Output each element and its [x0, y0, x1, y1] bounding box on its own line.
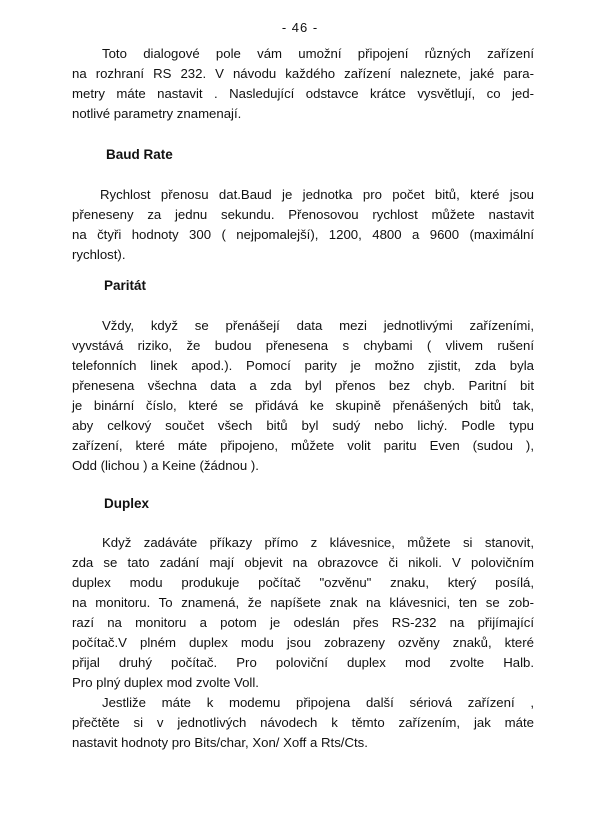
parity-line: Odd (lichou ) a Keine (žádnou ). — [72, 458, 259, 473]
page-number: - 46 - — [281, 20, 319, 35]
intro-paragraph — [72, 44, 534, 124]
parity-paragraph — [72, 316, 534, 476]
parity-line: zařízení, které máte připojeno, můžete volit paritu Even (sudou ), — [72, 438, 534, 453]
duplex-line: Pro plný duplex mod zvolte Voll. — [72, 675, 259, 690]
parity-line: aby celkový součet všech bitů byl sudý nebo lichý. Podle typu — [72, 418, 534, 433]
baud-rate-paragraph — [72, 185, 534, 265]
baud-line: Rychlost přenosu dat.Baud je jednotka pro počet bitů, které jsou — [100, 187, 534, 202]
baud-rate-heading: Baud Rate — [106, 147, 173, 162]
duplex-closing-line: Jestliže máte k modemu připojena další sériová zařízení , — [102, 695, 534, 710]
baud-line: rychlost). — [72, 247, 126, 262]
duplex-heading: Duplex — [104, 496, 150, 511]
duplex-line: zda se tato zadání mají objevit na obrazovce či nikoli. V polovičním — [72, 555, 534, 570]
duplex-line: razí na monitoru a potom je odeslán přes RS-232 na přijímající — [72, 615, 534, 630]
parity-heading: Paritát — [104, 278, 147, 293]
parity-line: přenesena všechna data a zda byl přenos bez chyb. Paritní bit — [72, 378, 534, 393]
duplex-line: Když zadáváte příkazy přímo z klávesnice, můžete si stanovit, — [102, 535, 534, 550]
duplex-line: duplex modu produkuje počítač "ozvěnu" znaku, který posílá, — [72, 575, 534, 590]
intro-line: na rozhraní RS 232. V návodu každého zařízení naleznete, jaké para- — [72, 66, 534, 81]
duplex-closing-line: nastavit hodnoty pro Bits/char, Xon/ Xoff a Rts/Cts. — [72, 735, 368, 750]
intro-line: Toto dialogové pole vám umožní připojení různých zařízení — [102, 46, 534, 61]
parity-line: vyvstává riziko, že budou přenesena s chybami ( vlivem rušení — [72, 338, 534, 353]
baud-line: přeneseny za jednu sekundu. Přenosovou rychlost můžete nastavit — [72, 207, 534, 222]
duplex-line: na monitoru. To znamená, že napíšete znak na klávesnici, ten se zob- — [72, 595, 534, 610]
parity-line: telefonních linek apod.). Pomocí parity je možno zjistit, zda byla — [72, 358, 534, 373]
parity-line: Vždy, když se přenášejí data mezi jednotlivými zařízeními, — [102, 318, 534, 333]
intro-line: notlivé parametry znamenají. — [72, 106, 242, 121]
duplex-line: přijal druhý počítač. Pro poloviční duplex mod zvolte Halb. — [72, 655, 534, 670]
parity-line: je binární číslo, které se přidává ke skupině přenášených bitů tak, — [72, 398, 534, 413]
duplex-closing-line: přečtěte si v jednotlivých návodech k těmto zařízením, jak máte — [72, 715, 534, 730]
duplex-paragraph — [72, 533, 534, 753]
intro-line: metry máte nastavit . Nasledující odstavce krátce vysvětlují, co jed- — [72, 86, 534, 101]
baud-line: na čtyři hodnoty 300 ( nejpomalejší), 1200, 4800 a 9600 (maximální — [72, 227, 534, 242]
duplex-line: počítač.V plném duplex modu jsou zobrazeny ozvěny znaků, které — [72, 635, 534, 650]
